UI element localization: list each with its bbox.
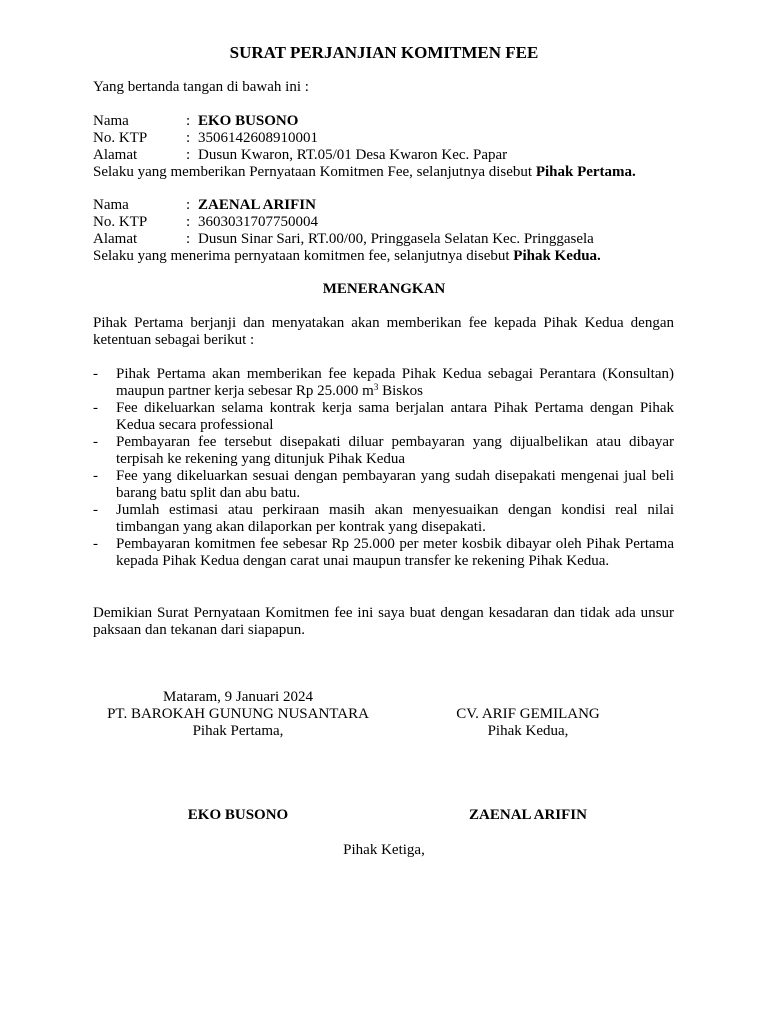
- term-text: Fee yang dikeluarkan sesuai dengan pembayaran yang sudah disepakati mengenai jual beli barang batu split dan abu batu.: [116, 468, 674, 501]
- term-text: Pembayaran komitmen fee sebesar Rp 25.000 per meter kosbik dibayar oleh Pihak Pertama kepada Pihak Kedua dengan carat unai maupun transfer ke rekening Pihak Kedua.: [116, 536, 674, 569]
- party-first-ktp: 3506142608910001: [198, 130, 318, 146]
- bullet-dash: -: [93, 366, 98, 382]
- party-first-role-text: Selaku yang memberikan Pernyataan Komitmen Fee, selanjutnya disebut: [93, 164, 536, 180]
- term-text-after: Biskos: [378, 383, 423, 399]
- party-first-role-statement: [93, 164, 693, 181]
- intro-text: Yang bertanda tangan di bawah ini :: [93, 79, 309, 95]
- party-first-role: Pihak Pertama.: [535, 164, 636, 180]
- third-party-role: Pihak Ketiga,: [343, 842, 425, 858]
- party-first-block: [93, 113, 693, 181]
- party-first-ktp-row: [93, 130, 693, 147]
- party-first-address: Dusun Kwaron, RT.05/01 Desa Kwaron Kec. Papar: [198, 147, 508, 163]
- label-nama: Nama: [93, 197, 129, 213]
- term-text: Fee dikeluarkan selama kontrak kerja sama berjalan antara Pihak Pertama dengan Pihak Kedua secara professional: [116, 400, 674, 433]
- term-text: Jumlah estimasi atau perkiraan masih akan menyesuaikan dengan kondisi real nilai timbangan yang akan dilaporkan per kontrak yang disepakati.: [116, 502, 674, 535]
- colon: :: [186, 113, 191, 129]
- bullet-dash: -: [93, 434, 98, 450]
- place-date: Mataram, 9 Januari 2024: [163, 689, 313, 705]
- closing-paragraph: Demikian Surat Pernyataan Komitmen fee ini saya buat dengan kesadaran dan tidak ada unsur paksaan dan tekanan dari siapapun.: [93, 605, 674, 638]
- label-ktp: No. KTP: [93, 130, 148, 146]
- superscript: 3: [373, 382, 379, 392]
- party-second-block: [93, 197, 693, 265]
- list-item: [93, 536, 674, 570]
- colon: :: [186, 197, 191, 213]
- party-second-role: Pihak Kedua.: [513, 248, 601, 264]
- party-second-address: Dusun Sinar Sari, RT.00/00, Pringgasela Selatan Kec. Pringgasela: [198, 231, 594, 247]
- term-text: Pihak Pertama akan memberikan fee kepada Pihak Kedua sebagai Perantara (Konsultan) maupun partner kerja sebesar Rp 25.000 m: [116, 366, 674, 399]
- party-second-address-row: [93, 231, 693, 248]
- bullet-dash: -: [93, 468, 98, 484]
- document-title: SURAT PERJANJIAN KOMITMEN FEE: [229, 43, 539, 62]
- section-heading: MENERANGKAN: [322, 281, 446, 297]
- party-second-name-row: [93, 197, 693, 214]
- colon: :: [186, 147, 191, 163]
- agreement-paragraph: Pihak Pertama berjanji dan menyatakan akan memberikan fee kepada Pihak Kedua dengan ketentuan sebagai berikut :: [93, 315, 674, 348]
- party-second-ktp: 3603031707750004: [198, 214, 318, 230]
- party-first-name-row: [93, 113, 693, 130]
- bullet-dash: -: [93, 502, 98, 518]
- left-role: Pihak Pertama,: [192, 723, 284, 739]
- party-first-address-row: [93, 147, 693, 164]
- list-item: [93, 468, 674, 502]
- right-company: CV. ARIF GEMILANG: [456, 706, 600, 722]
- list-item: [93, 366, 674, 400]
- party-second-name: ZAENAL ARIFIN: [198, 197, 316, 213]
- party-second-role-statement: [93, 248, 693, 265]
- right-role: Pihak Kedua,: [487, 723, 569, 739]
- right-signatory-name: ZAENAL ARIFIN: [469, 807, 587, 823]
- terms-list: [93, 366, 674, 570]
- colon: :: [186, 231, 191, 247]
- label-alamat: Alamat: [93, 147, 138, 163]
- party-first-name: EKO BUSONO: [198, 113, 299, 129]
- left-signatory-name: EKO BUSONO: [187, 807, 289, 823]
- list-item: [93, 400, 674, 434]
- term-text: Pembayaran fee tersebut disepakati diluar pembayaran yang dijualbelikan atau dibayar terpisah ke rekening yang ditunjuk Pihak Kedua: [116, 434, 674, 467]
- left-company: PT. BAROKAH GUNUNG NUSANTARA: [107, 706, 369, 722]
- list-item: [93, 434, 674, 468]
- party-second-ktp-row: [93, 214, 693, 231]
- label-ktp: No. KTP: [93, 214, 148, 230]
- colon: :: [186, 214, 191, 230]
- label-alamat: Alamat: [93, 231, 138, 247]
- bullet-dash: -: [93, 400, 98, 416]
- colon: :: [186, 130, 191, 146]
- label-nama: Nama: [93, 113, 129, 129]
- party-second-role-text: Selaku yang menerima pernyataan komitmen fee, selanjutnya disebut: [93, 248, 514, 264]
- list-item: [93, 502, 674, 536]
- bullet-dash: -: [93, 536, 98, 552]
